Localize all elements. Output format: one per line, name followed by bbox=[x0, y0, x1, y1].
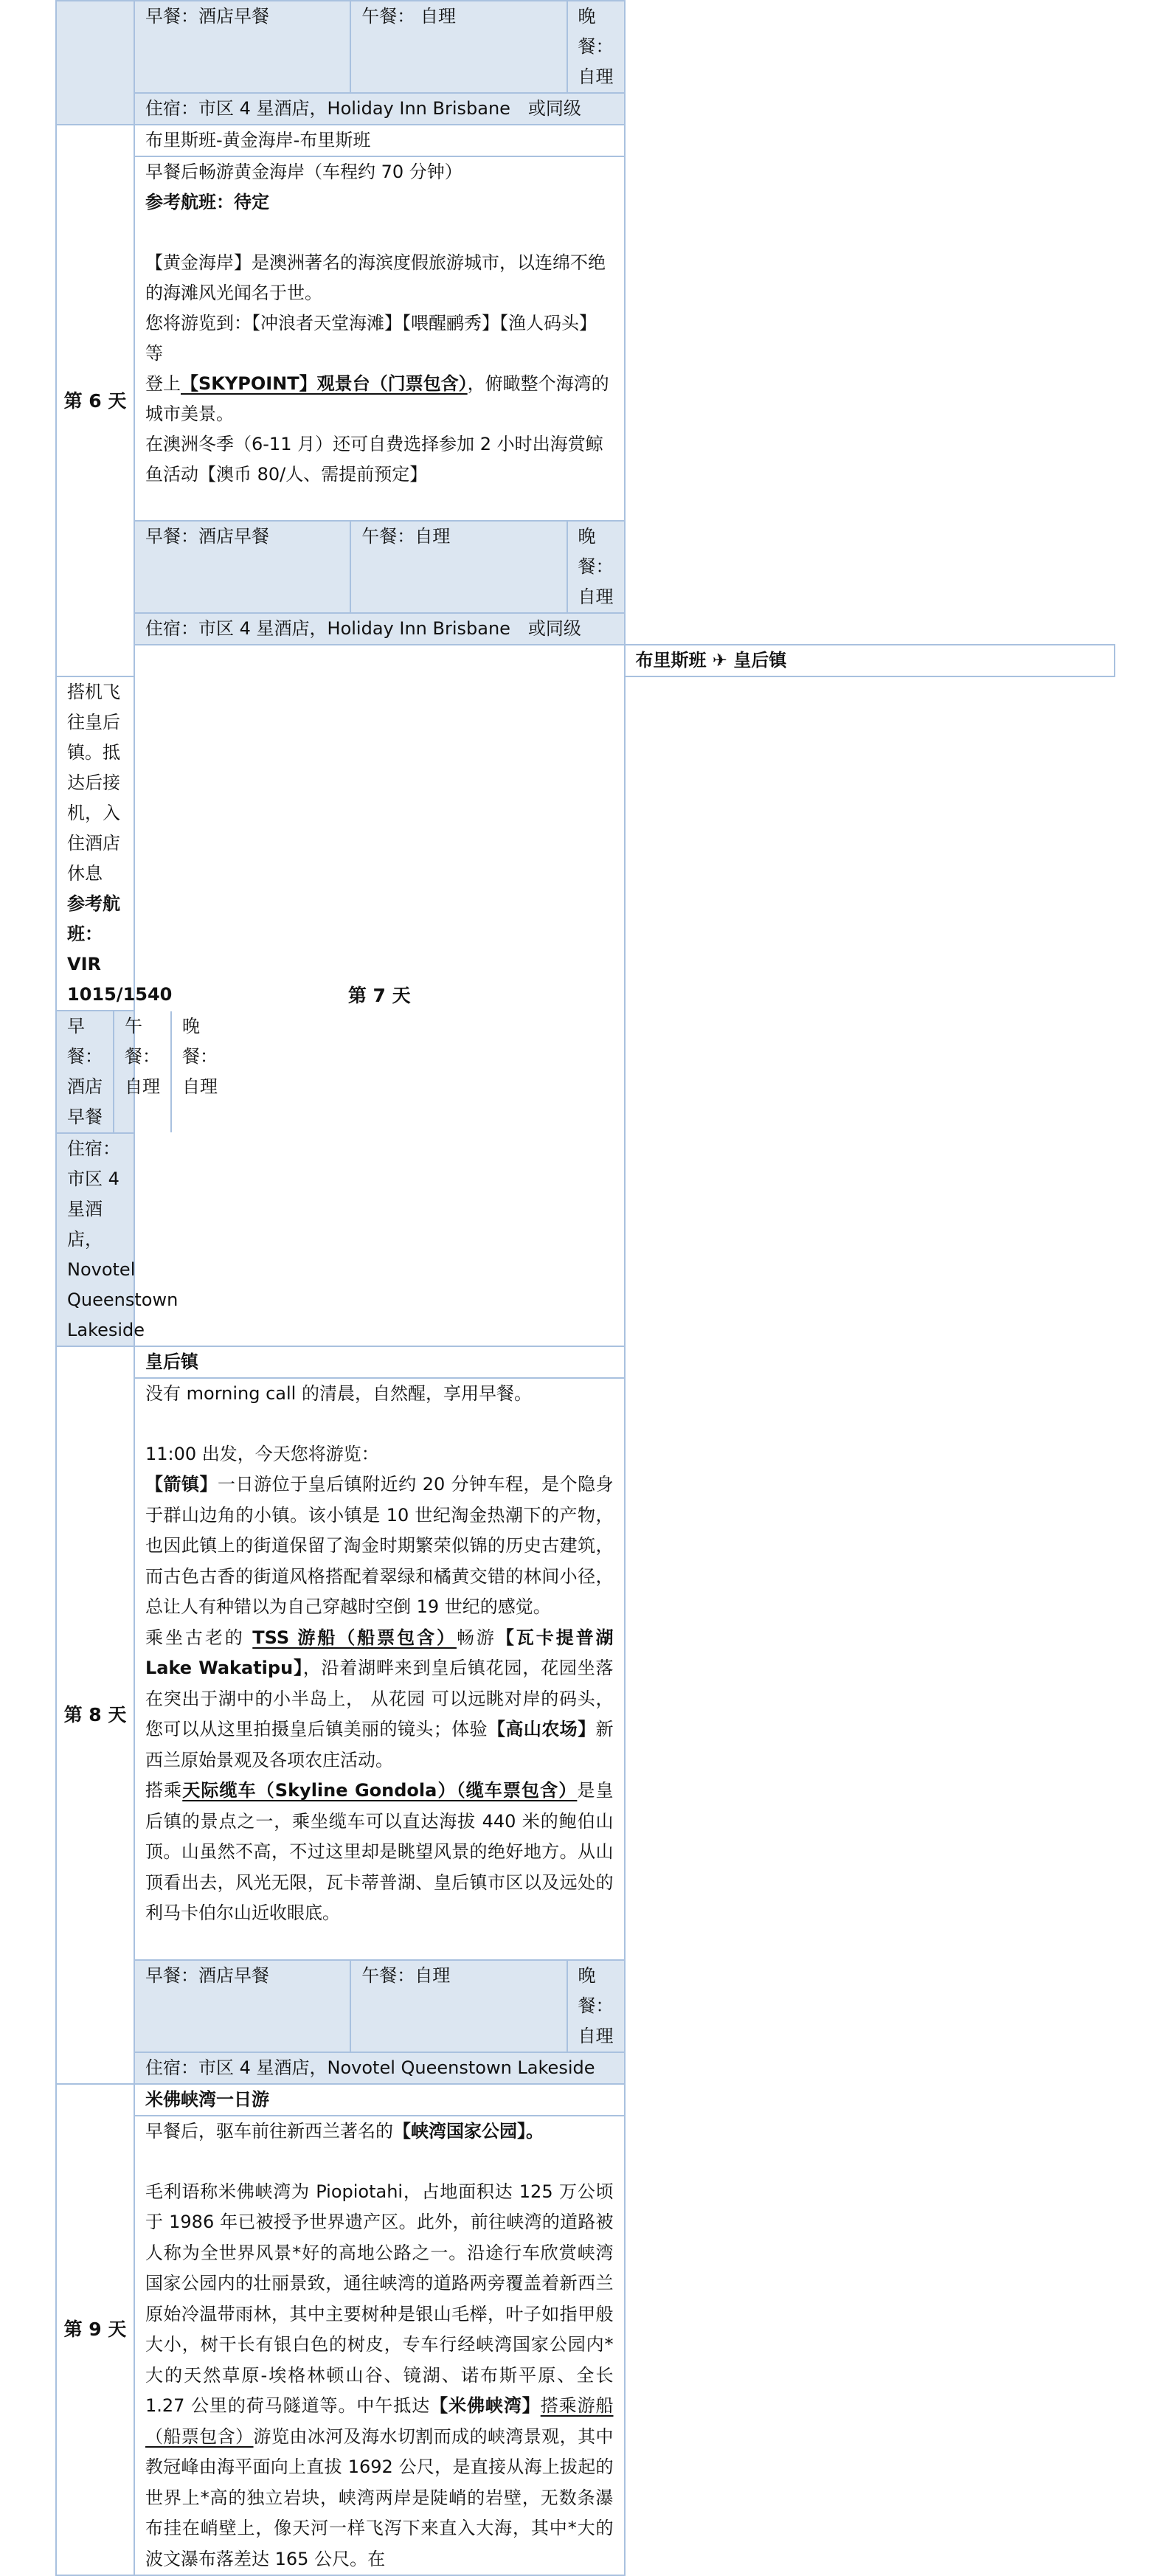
hotel-cell: 住宿：市区 4 星酒店，Novotel Queenstown Lakeside bbox=[56, 1133, 134, 1346]
day-detail bbox=[134, 2116, 625, 2576]
route-title: 皇后镇 bbox=[145, 1351, 198, 1372]
hotel-cell: 住宿：市区 4 星酒店，Holiday Inn Brisbane 或同级 bbox=[134, 613, 625, 645]
intro-text: 早餐后，驱车前往新西兰著名的【峡湾国家公园】。 bbox=[145, 2120, 544, 2142]
day-label: 第 7 天 bbox=[134, 645, 625, 1346]
day-detail bbox=[134, 156, 625, 521]
paragraph: 【黄金海岸】是澳洲著名的海滨度假旅游城市，以连绵不绝的海滩风光闻名于世。 bbox=[145, 252, 606, 303]
paragraph: 您将游览到：【冲浪者天堂海滩】【喂醒鹂秀】【渔人码头】等 bbox=[145, 313, 597, 364]
flight-info: 参考航班：VIR 1015/1540 bbox=[67, 893, 173, 1005]
route-title: 米佛峡湾一日游 bbox=[145, 2088, 269, 2110]
day-label: 第 6 天 bbox=[56, 125, 134, 676]
lunch-cell: 午餐：自理 bbox=[351, 1961, 567, 2052]
route-title: 布里斯班 ✈ 皇后镇 bbox=[635, 650, 787, 671]
itinerary-sheet bbox=[55, 0, 1115, 2576]
dinner-cell: 晚餐：自理 bbox=[578, 526, 614, 607]
highlight-link: TSS 游船（船票包含） bbox=[252, 1627, 457, 1648]
depart-text: 11:00 出发，今天您将游览： bbox=[145, 1444, 379, 1464]
breakfast-cell: 早餐：酒店早餐 bbox=[57, 1011, 114, 1132]
route-row bbox=[56, 2084, 1115, 2116]
route-row bbox=[56, 125, 1115, 156]
breakfast-cell: 早餐：酒店早餐 bbox=[135, 1, 351, 92]
meals-row bbox=[56, 1, 1115, 93]
paragraph: 登上【SKYPOINT】观景台（门票包含），俯瞰整个海湾的城市美景。 bbox=[145, 373, 609, 424]
paragraph: 【箭镇】一日游位于皇后镇附近约 20 分钟车程，是个隐身于群山边角的小镇。该小镇是 10 世纪淘金热潮下的产物，也因此镇上的街道保留了淘金时期繁荣似锦的历史古建筑，而古色古香的街道风格搭配着翠绿和橘黄交错的林间小径，总让人有种错以为自己穿越时空倒 19 世纪的感觉。 bbox=[145, 1474, 614, 1617]
flight-info: 参考航班：待定 bbox=[145, 192, 269, 212]
hotel-row bbox=[56, 613, 1115, 645]
lunch-cell: 午餐：自理 bbox=[114, 1011, 172, 1132]
lunch-cell: 午餐： 自理 bbox=[351, 1, 567, 92]
highlight-link: 天际缆车（Skyline Gondola）（缆车票包含） bbox=[182, 1780, 578, 1801]
dinner-cell: 晚餐：自理 bbox=[182, 1016, 218, 1097]
paragraph: 乘坐古老的 TSS 游船（船票包含）畅游【瓦卡提普湖 Lake Wakatipu】，沿着湖畔来到皇后镇花园，花园坐落在突出于湖中的小半岛上， 从花园 可以远眺对岸的码头，您可以从这里拍摄皇后镇美丽的镜头；体验【高山农场】新西兰原始景观及各项农庄活动。 bbox=[145, 1627, 614, 1770]
dinner-cell: 晚餐：自理 bbox=[578, 1964, 614, 2046]
intro-text: 搭机飞往皇后镇。抵达后接机，入住酒店休息 bbox=[67, 682, 120, 884]
route-row bbox=[56, 1346, 1115, 1378]
intro-text: 早餐后畅游黄金海岸（车程约 70 分钟） bbox=[145, 162, 463, 182]
paragraph: 毛利语称米佛峡湾为 Piopiotahi，占地面积达 125 万公顷于 1986 年已被授予世界遗产区。此外，前往峡湾的道路被人称为全世界风景*好的高地公路之一。沿途行车欣赏峡湾国家公园内的壮丽景致，通往峡湾的道路两旁覆盖着新西兰原始冷温带雨林，其中主要树种是银山毛榉，叶子如指甲般大小，树干长有银白色的树皮，专车行经峡湾国家公园内*大的天然草原-埃格林顿山谷、镜湖、诺布斯平原、全长 1.27 公里的荷马隧道等。中午抵达【米佛峡湾】搭乘游船（船票包含）游览由冰河及海水切割而成的峡湾景观，其中教冠峰由海平面向上直拔 1692 公尺，是直接从海上拔起的世界上*高的独立岩块，峡湾两岸是陡峭的岩壁，无数条瀑布挂在峭壁上，像天河一样飞泻下来直入大海，其中*大的波文瀑布落差达 165 公尺。在 bbox=[145, 2181, 614, 2569]
hotel-cell: 住宿：市区 4 星酒店，Holiday Inn Brisbane 或同级 bbox=[134, 93, 625, 125]
meals-row bbox=[56, 521, 1115, 613]
day-label: 第 8 天 bbox=[56, 1346, 134, 2084]
paragraph: 在澳洲冬季（6-11 月）还可自费选择参加 2 小时出海赏鲸鱼活动【澳币 80/人、需提前预定】 bbox=[145, 434, 603, 485]
highlight-link: 【SKYPOINT】观景台（门票包含） bbox=[181, 373, 468, 394]
hotel-row bbox=[56, 93, 1115, 125]
meals-row bbox=[56, 1960, 1115, 2052]
paragraph: 搭乘天际缆车（Skyline Gondola）（缆车票包含）是皇后镇的景点之一，乘坐缆车可以直达海拔 440 米的鲍伯山顶。山虽然不高，不过这里却是眺望风景的绝好地方。从山顶看出去，风光无限，瓦卡蒂普湖、皇后镇市区以及远处的利马卡伯尔山近收眼底。 bbox=[145, 1780, 614, 1923]
intro-text: 没有 morning call 的清晨，自然醒，享用早餐。 bbox=[145, 1383, 532, 1404]
itinerary-table bbox=[55, 0, 1115, 2576]
day-detail-row bbox=[56, 2116, 1115, 2576]
day-label: 第 9 天 bbox=[56, 2084, 134, 2576]
dinner-cell: 晚餐：自理 bbox=[578, 6, 614, 87]
day-label-cell bbox=[56, 1, 134, 125]
breakfast-cell: 早餐：酒店早餐 bbox=[135, 1961, 351, 2052]
day-detail-row bbox=[56, 1378, 1115, 1960]
breakfast-cell: 早餐：酒店早餐 bbox=[135, 522, 351, 612]
lunch-cell: 午餐：自理 bbox=[351, 522, 567, 612]
day-detail bbox=[134, 1378, 625, 1960]
hotel-row bbox=[56, 2052, 1115, 2084]
hotel-cell: 住宿：市区 4 星酒店，Novotel Queenstown Lakeside bbox=[134, 2052, 625, 2084]
day-detail bbox=[56, 676, 173, 1011]
day-detail-row bbox=[56, 156, 1115, 521]
highlight-link: 搭乘游船（船票包含） bbox=[145, 2395, 614, 2447]
route-row bbox=[56, 645, 1115, 676]
route-title: 布里斯班-黄金海岸-布里斯班 bbox=[134, 125, 625, 156]
